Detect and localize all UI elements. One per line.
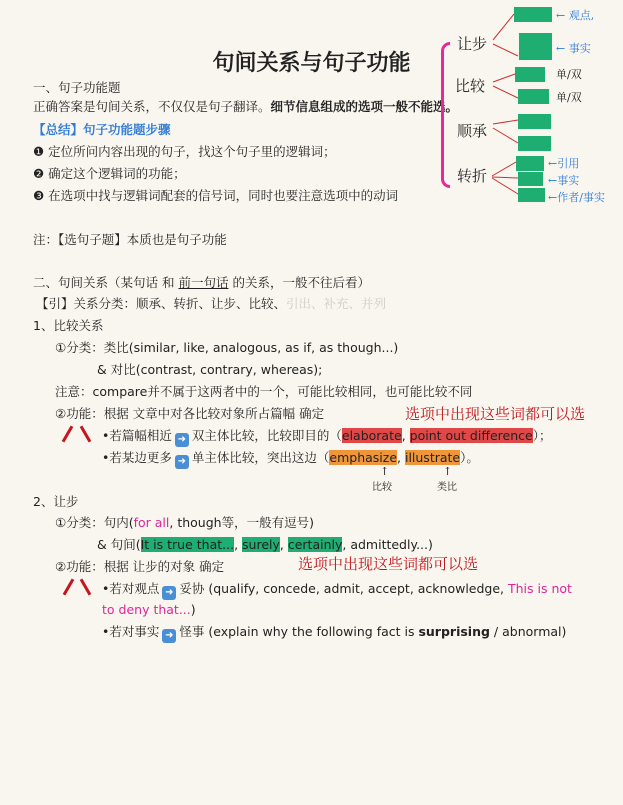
compare-func: ②功能：根据 文章中对各比较对象所占篇幅 确定 [55,406,325,421]
b-c: ）； [532,428,552,443]
side-note: ←作者/事实 [548,191,605,204]
pink-text: to deny that... [102,602,191,617]
side-label: 转折 [457,167,488,185]
handwritten-note: 选项中出现这些词都可以选 [405,405,586,423]
concession-bullet-1 [102,580,572,600]
concession-func: ②功能：根据 让步的对象 确定 [55,559,225,574]
t: 妥协 (qualify, concede, admit, accept, acknowledge, [179,581,508,596]
t: 怪事 (explain why the following fact is [179,624,419,639]
pink-text: This is not [508,581,572,596]
mark-icon [62,425,74,442]
summary-heading: 【总结】句子功能题步骤 [33,122,171,137]
compare-bullet-1: •若篇幅相近 ➜ 双主体比较，比较即目的（elaborate, point out difference）； [102,428,552,445]
b-c: ）。 [460,450,479,465]
b-b: 单主体比较，突出这边（ [191,450,330,465]
t: , admittedly...) [342,537,433,552]
annotation: 类比 [437,482,457,493]
hl: elaborate [341,428,402,443]
notes-page: 句间关系与句子功能 一、句子功能题 正确答案是句间关系，不仅仅是句子翻译。细节信息组成的选项一般不能选。 【总结】句子功能题步骤 ❶ 定位所问内容出现的句子，找这个句子里的逻辑词； ❷ 确定这个逻辑词的功能； ❸ 在选项中找与逻辑词配套的信号词，同时也要注意选项中的动词 注：【选句子题】本质也是句子功能 二、句间关系（某句话 和 前一句话 的关系，一般不往后看） 【引】关系分类：顺承、转折、让步、比较、引出、补充、并列 1、比较关系 ①分类：类比(similar, like, analogous, as if, as though...) & 对比(contrast, contrary, whereas); 注意：compare并不属于这两者中的一个，可能比较相同，也可能比较不同 ②功能：根据 文章中对各比较对象所占篇幅 确定 •若篇幅相近 ➜ 双主体比较，比较即目的（elaborate, point out difference）； •若某边更多 ➜ 单主体比较，突出这边（emphasize, illustrate）。 选项中出现这些词都可以选 ↑ ↑ 比较 类比 2、让步 ①分类：句内(for all, though等，一般有逗号) & 句间(It is true that..., surely, certainly, admittedly...) ②功能：根据 让步的对象 确定 选项中出现这些词都可以选 •若对观点 ➜ 妥协 (qualify, concede, admit, accept, acknowledge, This is not to deny that...) •若对事实 ➜ 怪事 (explain why the following fact is surprising / abnormal) 让步 比较 顺承 转折 ← 观点, ← 事实 单/双 单/双 ←引用 ←事实 ←作者/事实 [0,0,623,805]
mark-icon [63,578,75,595]
side-note: 单/双 [556,68,582,81]
h-b: 的关系，一般不往后看） [228,275,370,290]
h-underline: 前一句话 [178,275,229,290]
side-note: ←引用 [548,157,580,170]
types-gray: 引出、补充、并列 [286,296,387,311]
right-arrow-icon: ➜ [162,586,176,600]
section2-heading [33,274,370,292]
bold-text: surprising [418,624,490,639]
side-note: ←事实 [548,174,580,187]
right-arrow-icon: ➜ [175,455,189,469]
side-note: ← 事实 [556,42,591,55]
b-a: •若某边更多 [102,450,172,465]
side-note: 单/双 [556,91,582,104]
intro-text: 正确答案是句间关系，不仅仅是句子翻译。 [33,99,271,114]
step-1: ❶ 定位所问内容出现的句子，找这个句子里的逻辑词； [33,144,336,159]
side-label: 比较 [455,77,486,95]
compare-class-1: ①分类：类比(similar, like, analogous, as if, as though...) [55,340,399,355]
b-a: •若篇幅相近 [102,428,172,443]
hl: certainly [287,537,343,552]
h-a: 二、句间关系（某句话 和 [33,275,179,290]
mark-icon [80,578,92,595]
handwritten-note: 选项中出现这些词都可以选 [298,555,479,573]
right-arrow-icon: ➜ [175,433,189,447]
compare-class-2: & 对比(contrast, contrary, whereas); [97,362,323,377]
side-note: ← 观点, [556,9,595,22]
section1-heading: 一、句子功能题 [33,80,121,95]
side-label: 顺承 [457,122,488,140]
intro-bold: 细节信息组成的选项一般不能选。 [270,99,459,114]
hl: surely [242,537,280,552]
compare-bullet-2: •若某边更多 ➜ 单主体比较，突出这边（emphasize, illustrate）。 [102,450,479,467]
brace [441,42,450,188]
step-2: ❷ 确定这个逻辑词的功能； [33,166,186,181]
intro [33,98,458,116]
hl: point out difference [409,428,533,443]
pink-text: for all [133,515,170,530]
types-text: 【引】关系分类：顺承、转折、让步、比较、 [36,296,287,311]
t: •若对事实 [102,624,160,639]
step-3: ❸ 在选项中找与逻辑词配套的信号词，同时也要注意选项中的动词 [33,188,399,203]
concession-bullet-2 [102,623,566,643]
page-title: 句间关系与句子功能 [212,51,411,76]
t: / abnormal) [489,624,567,639]
hl: It is true that... [140,537,235,552]
t: , though等，一般有逗号) [169,515,314,530]
b-b: 双主体比较，比较即目的（ [191,428,342,443]
concession-class-2: & 句间(It is true that..., surely, certainly, admittedly...) [97,537,433,552]
side-label: 让步 [457,35,488,53]
note: 注：【选句子题】本质也是句子功能 [33,232,227,247]
concession-heading: 2、让步 [33,494,79,509]
t: ) [190,602,196,617]
concession-class-1 [55,514,314,532]
t: ①分类：句内( [55,515,134,530]
concession-bullet-1-cont [102,601,196,619]
branch-lines [490,0,520,210]
t: & 句间( [97,537,141,552]
right-arrow-icon: ➜ [162,629,176,643]
hl: emphasize [329,450,398,465]
mark-icon [80,425,92,442]
annotation: 比较 [372,482,392,493]
compare-heading: 1、比较关系 [33,318,104,333]
compare-note: 注意：compare并不属于这两者中的一个，可能比较相同，也可能比较不同 [55,384,473,399]
t: •若对观点 [102,581,160,596]
relation-types [36,295,386,313]
hl: illustrate [404,450,461,465]
